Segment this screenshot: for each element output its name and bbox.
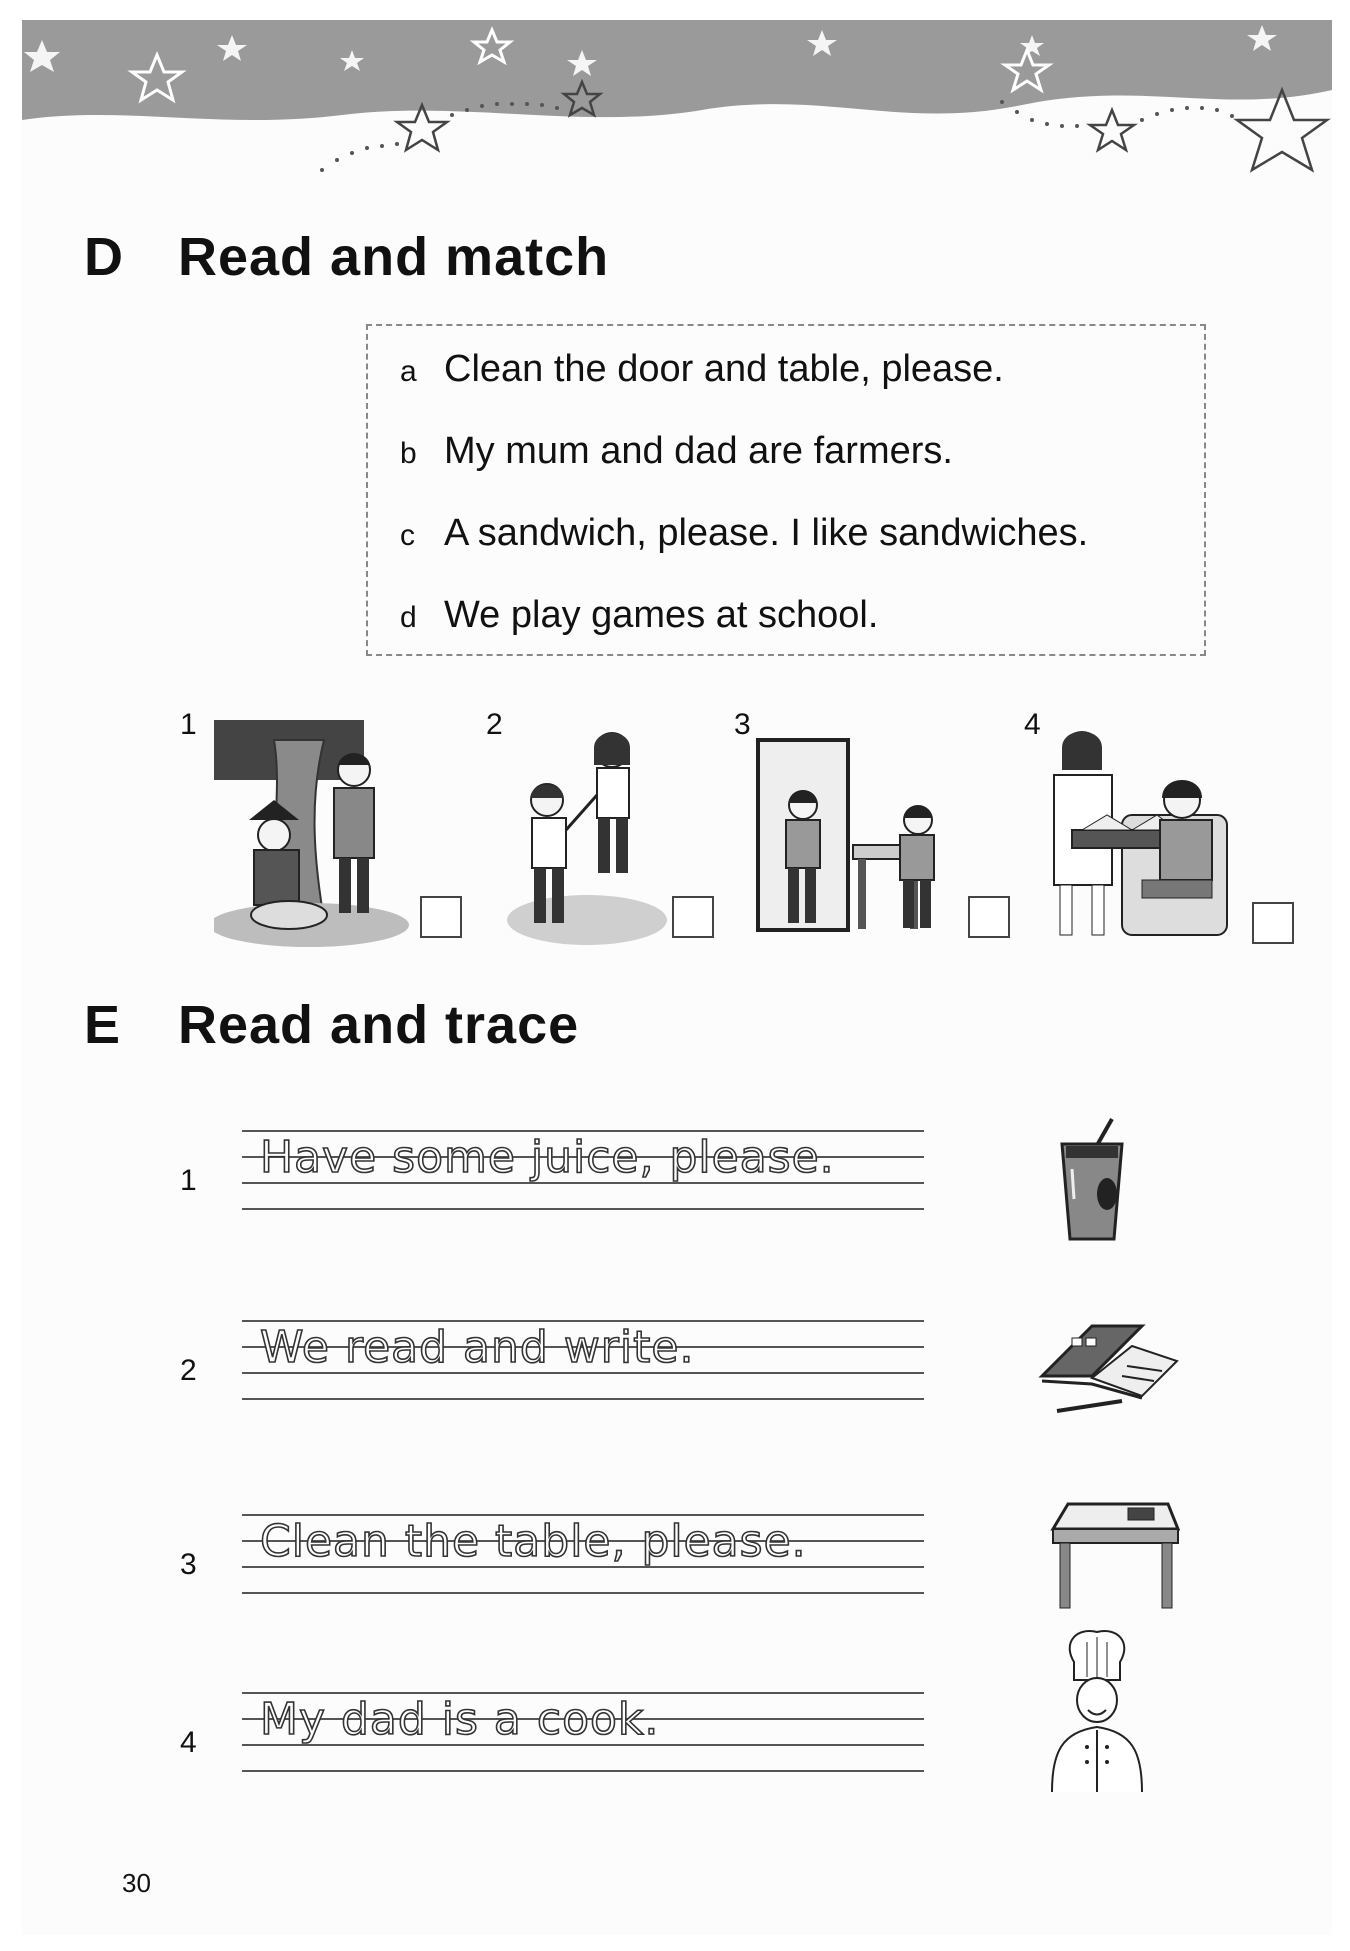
sentence-letter: c [400, 519, 415, 552]
picking-apples-illustration [214, 720, 424, 950]
handwriting-lines [242, 1130, 924, 1210]
section-d-title: Read and match [178, 227, 610, 287]
juice-cup-icon [1052, 1114, 1132, 1244]
guide-line [242, 1770, 924, 1772]
cleaning-door-illustration [748, 720, 948, 950]
sandwich-tray-illustration [1032, 720, 1232, 950]
sentence-b [400, 430, 953, 473]
trace-sentence: My dad is a cook. [260, 1694, 660, 1745]
trace-sentence: Have some juice, please. [260, 1132, 835, 1183]
chef-icon [1042, 1622, 1152, 1792]
handwriting-lines [242, 1514, 924, 1594]
section-d-letter: D [84, 227, 124, 287]
sentence-a [400, 348, 1004, 391]
sentence-letter: d [400, 601, 417, 634]
guide-line [242, 1592, 924, 1594]
section-e-letter: E [84, 995, 122, 1055]
trace-number: 1 [180, 1164, 197, 1197]
trace-row-2 [22, 1320, 1332, 1440]
trace-number: 4 [180, 1726, 197, 1759]
picture-number-2: 2 [486, 708, 503, 741]
star-banner [22, 20, 1332, 200]
trace-row-3 [22, 1514, 1332, 1634]
sentence-box [366, 324, 1206, 656]
trace-sentence: Clean the table, please. [260, 1516, 807, 1567]
answer-box-1[interactable] [420, 896, 462, 938]
answer-box-4[interactable] [1252, 902, 1294, 944]
answer-box-3[interactable] [968, 896, 1010, 938]
guide-line [242, 1398, 924, 1400]
table-icon [1038, 1494, 1188, 1614]
page-number: 30 [122, 1868, 151, 1898]
sentence-d [400, 594, 878, 637]
trace-row-4 [22, 1692, 1332, 1812]
trace-row-1 [22, 1130, 1332, 1250]
picture-number-3: 3 [734, 708, 751, 741]
playing-games-illustration [502, 720, 672, 950]
picture-number-1: 1 [180, 708, 197, 741]
sentence-text: We play games at school. [444, 594, 879, 636]
sentence-text: My mum and dad are farmers. [444, 430, 953, 472]
books-pencil-icon [1032, 1306, 1182, 1416]
trace-sentence: We read and write. [260, 1322, 695, 1373]
answer-box-2[interactable] [672, 896, 714, 938]
sentence-letter: a [400, 355, 417, 388]
sentence-text: A sandwich, please. I like sandwiches. [444, 512, 1089, 554]
section-e-title: Read and trace [178, 995, 580, 1055]
picture-number-4: 4 [1024, 708, 1041, 741]
trace-number: 3 [180, 1548, 197, 1581]
guide-line [242, 1208, 924, 1210]
sentence-c [400, 512, 1088, 555]
handwriting-lines [242, 1320, 924, 1400]
handwriting-lines [242, 1692, 924, 1772]
trace-number: 2 [180, 1354, 197, 1387]
sentence-text: Clean the door and table, please. [444, 348, 1004, 390]
worksheet-page [22, 20, 1332, 1935]
sentence-letter: b [400, 437, 417, 470]
